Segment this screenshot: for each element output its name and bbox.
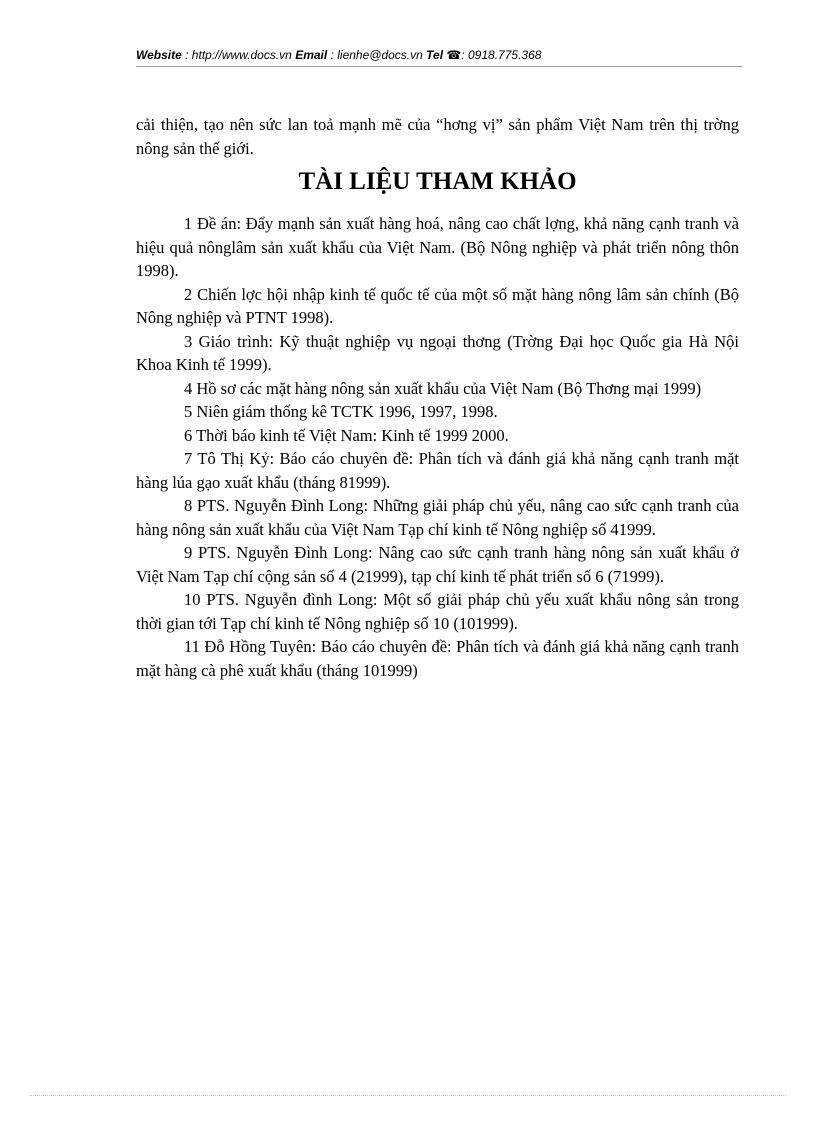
page-title: TÀI LIỆU THAM KHẢO — [298, 168, 577, 195]
reference-item: 1 Đề án: Đẩy mạnh sản xuất hàng hoá, nâng cao chất lợng, khả năng cạnh tranh và hiệu quả nônglâm sản xuất khẩu của Việt Nam. (Bộ Nông nghiệp và phát triển nông thôn 1998). — [136, 214, 739, 280]
reference-item: 8 PTS. Nguyễn Đình Long: Những giải pháp chủ yếu, nâng cao sức cạnh tranh của hàng nông sản xuất khẩu của Việt Nam Tạp chí kinh tế Nông nghiệp số 41999. — [136, 496, 739, 539]
reference-item: 10 PTS. Nguyễn đình Long: Một số giải pháp chủ yếu xuất khẩu nông sản trong thời gian tới Tạp chí kinh tế Nông nghiệp số 10 (101999). — [136, 590, 739, 633]
reference-item: 9 PTS. Nguyễn Đình Long: Nâng cao sức cạnh tranh hàng nông sản xuất khẩu ở Việt Nam Tạp chí cộng sản số 4 (21999), tạp chí kinh tế phát triển số 6 (71999). — [136, 543, 739, 586]
reference-item: 7 Tô Thị Kỷ: Báo cáo chuyên đề: Phân tích và đánh giá khả năng cạnh tranh mặt hàng lúa gạo xuất khẩu (tháng 81999). — [136, 449, 739, 492]
reference-item: 6 Thời báo kinh tế Việt Nam: Kinh tế 1999 2000. — [184, 425, 509, 445]
website-url[interactable]: : http://www.docs.vn — [185, 48, 292, 62]
email-label: Email — [295, 48, 328, 62]
reference-item: 5 Niên giám thống kê TCTK 1996, 1997, 1998. — [184, 402, 498, 421]
phone-icon: ☎ — [446, 48, 462, 62]
reference-item: 3 Giáo trình: Kỹ thuật nghiệp vụ ngoại thơng (Trờng Đại học Quốc gia Hà Nội Khoa Kinh tế 1999). — [136, 331, 739, 374]
website-label: Website — [136, 48, 182, 62]
reference-item: 2 Chiến lợc hội nhập kinh tế quốc tế của một số mặt hàng nông lâm sản chính (Bộ Nông nghiệp và PTNT 1998). — [136, 284, 739, 327]
intro-paragraph: cải thiện, tạo nên sức lan toả mạnh mẽ của “hơng vị” sản phẩm Việt Nam trên thị trờng nông sản thế giới. — [136, 115, 739, 158]
document-body — [136, 113, 739, 682]
reference-item: 11 Đỗ Hồng Tuyên: Báo cáo chuyên đề: Phân tích và đánh giá khả năng cạnh tranh mặt hàng cà phê xuất khẩu (tháng 101999) — [136, 637, 739, 680]
header-divider — [136, 66, 742, 67]
tel-label: Tel — [426, 48, 444, 62]
tel-number: : 0918.775.368 — [461, 48, 542, 62]
reference-item: 4 Hồ sơ các mặt hàng nông sản xuất khẩu của Việt Nam (Bộ Thơng mại 1999) — [184, 378, 702, 398]
email-address[interactable]: : lienhe@docs.vn — [330, 48, 423, 62]
page-header — [136, 48, 742, 62]
footer-divider — [30, 1095, 786, 1096]
